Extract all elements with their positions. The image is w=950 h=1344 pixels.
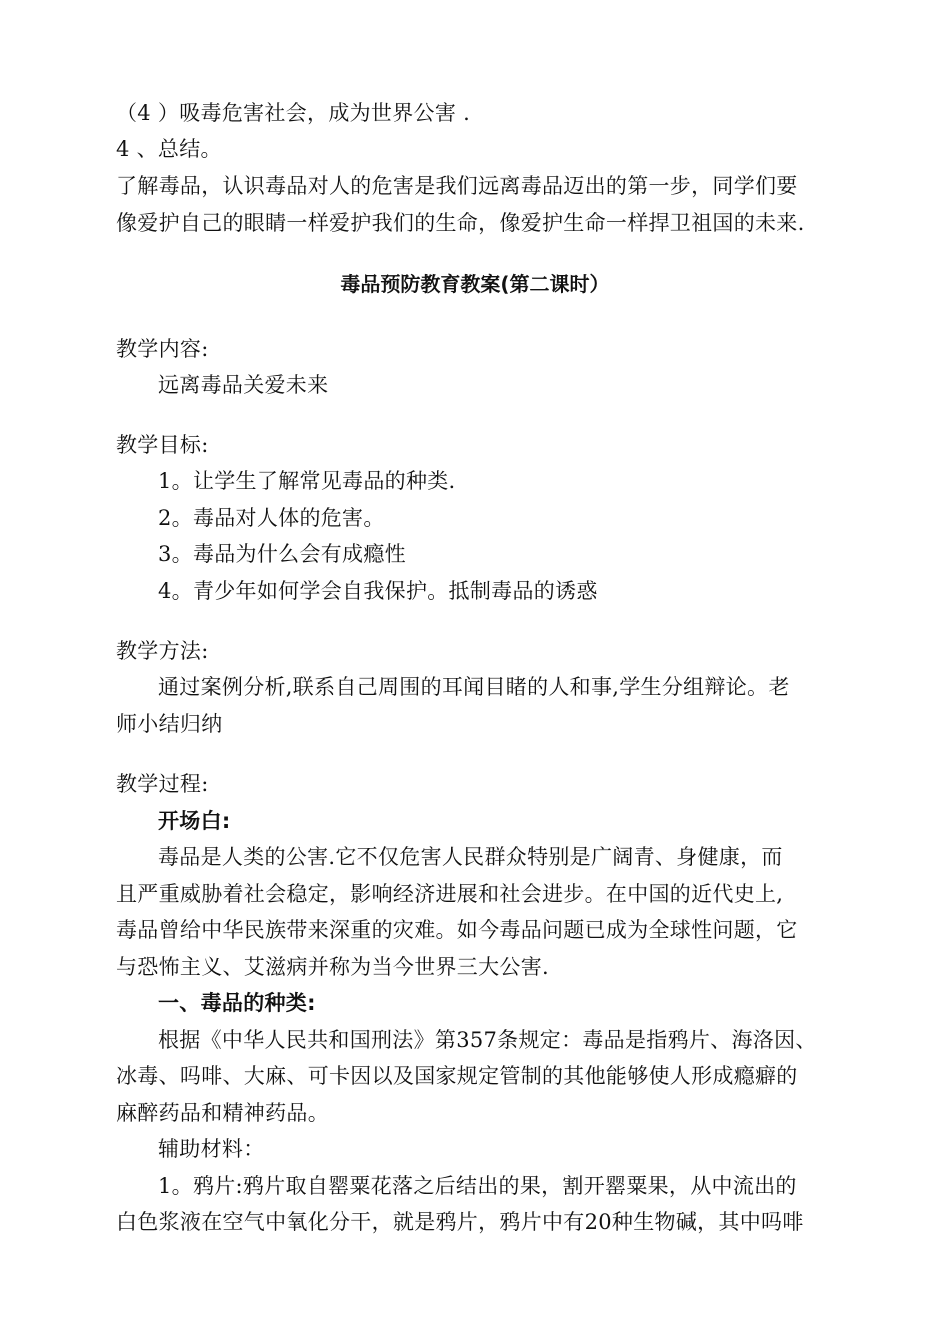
summary-line-2: 像爱护自己的眼睛一样爱护我们的生命，像爱护生命一样捍卫祖国的未来. bbox=[116, 211, 805, 235]
goal-item-4: 4。青少年如何学会自我保护。抵制毒品的诱惑 bbox=[158, 579, 598, 603]
summary-line-1: 了解毒品，认识毒品对人的危害是我们远离毒品迈出的第一步，同学们要 bbox=[116, 174, 798, 198]
goal-item-1: 1。让学生了解常见毒品的种类. bbox=[158, 469, 456, 493]
goals-label: 教学目标: bbox=[116, 433, 209, 457]
method-line-1: 通过案例分析,联系自己周围的耳闻目睹的人和事,学生分组辩论。老 bbox=[158, 675, 790, 699]
summary-heading: 4 、总结。 bbox=[116, 137, 222, 161]
method-label: 教学方法: bbox=[116, 639, 209, 663]
opening-line-2: 且严重威胁着社会稳定，影响经济进展和社会进步。在中国的近代史上, bbox=[116, 882, 784, 906]
item-4-text: （4 ）吸毒危害社会，成为世界公害 . bbox=[116, 101, 471, 125]
process-label: 教学过程: bbox=[116, 772, 209, 796]
opening-line-1: 毒品是人类的公害.它不仅危害人民群众特别是广阔青、身健康，而 bbox=[158, 845, 783, 869]
section-1-heading: 一、毒品的种类: bbox=[158, 991, 316, 1015]
content-value: 远离毒品关爱未来 bbox=[158, 373, 329, 397]
goal-item-2: 2。毒品对人体的危害。 bbox=[158, 506, 385, 530]
section-1-line-1: 根据《中华人民共和国刑法》第357条规定：毒品是指鸦片、海洛因、 bbox=[158, 1028, 817, 1052]
aux-material-label: 辅助材料： bbox=[158, 1137, 265, 1161]
section-1-line-3: 麻醉药品和精神药品。 bbox=[116, 1101, 329, 1125]
goal-item-3: 3。毒品为什么会有成瘾性 bbox=[158, 542, 406, 566]
section-1-line-2: 冰毒、吗啡、大麻、可卡因以及国家规定管制的其他能够使人形成瘾癖的 bbox=[116, 1064, 798, 1088]
lesson-title: 毒品预防教育教案(第二课时） bbox=[340, 272, 610, 296]
opening-heading: 开场白: bbox=[158, 809, 231, 833]
opening-line-4: 与恐怖主义、艾滋病并称为当今世界三大公害. bbox=[116, 955, 549, 979]
aux-line-2: 白色浆液在空气中氧化分干，就是鸦片，鸦片中有20种生物碱，其中吗啡 bbox=[116, 1210, 804, 1234]
aux-line-1: 1。鸦片:鸦片取自罂粟花落之后结出的果，割开罂粟果，从中流出的 bbox=[158, 1174, 797, 1198]
method-line-2: 师小结归纳 bbox=[116, 712, 223, 736]
content-label: 教学内容: bbox=[116, 337, 209, 361]
opening-line-3: 毒品曾给中华民族带来深重的灾难。如今毒品问题已成为全球性问题，它 bbox=[116, 918, 798, 942]
